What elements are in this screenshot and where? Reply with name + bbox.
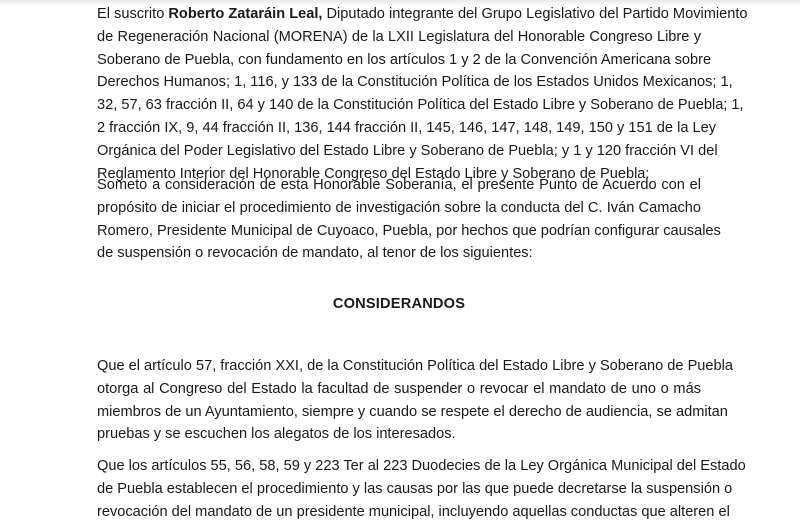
proposal-line: Romero, Presidente Municipal de Cuyoaco, Puebla, por hechos que podrían configurar causales [97, 222, 721, 239]
preamble-line: de Regeneración Nacional (MORENA) de la LXII Legislatura del Honorable Congreso Libre y [97, 28, 701, 45]
preamble-intro: El suscrito [97, 6, 169, 22]
preamble-paragraph [97, 3, 748, 185]
preamble-line: 32, 57, 63 fracción II, 64 y 140 de la Constitución Política del Estado Libre y Soberano de Puebla; 1, [97, 97, 744, 114]
considerando-line: Que el artículo 57, fracción XXI, de la Constitución Política del Estado Libre y Soberano de Puebla [97, 358, 734, 374]
preamble-line-text: Diputado integrante del Grupo Legislativo del Partido Movimiento [322, 6, 748, 22]
considerando-paragraph-2 [97, 455, 746, 523]
preamble-line: Derechos Humanos; 1, 116, y 133 de la Constitución Política de los Estados Unidos Mexicanos; 1, [97, 74, 733, 91]
section-heading: CONSIDERANDOS [332, 296, 466, 312]
proposal-line: Someto a consideración de esta Honorable Soberanía, el presente Punto de Acuerdo con el [97, 177, 701, 193]
considerando-line: revocación del mandato de un presidente municipal, incluyendo aquellas conductas que alteren el [97, 503, 730, 520]
preamble-line: Orgánica del Poder Legislativo del Estado Libre y Soberano de Puebla; y 1 y 120 fracción VI del [97, 142, 718, 159]
considerando-line: de Puebla establecen el procedimiento y las causas por las que puede decretarse la suspensión o [97, 480, 733, 497]
preamble-line: 2 fracción IX, 9, 44 fracción II, 136, 144 fracción II, 145, 146, 147, 148, 149, 150 y 151 de la Ley [97, 119, 717, 136]
proposal-line: de suspensión o revocación de mandato, al tenor de los siguientes: [97, 245, 533, 262]
preamble-line [97, 3, 748, 26]
considerando-paragraph-1 [97, 355, 734, 446]
proposal-paragraph [97, 174, 721, 265]
preamble-line: Soberano de Puebla, con fundamento en los artículos 1 y 2 de la Convención Americana sobre [97, 51, 712, 68]
preamble-line: Reglamento Interior del Honorable Congreso del Estado Libre y Soberano de Puebla: [97, 165, 650, 182]
considerando-line: miembros de un Ayuntamiento, siempre y cuando se respete el derecho de audiencia, se admitan [97, 403, 728, 420]
considerando-line: otorga al Congreso del Estado la facultad de suspender o revocar el mandato de uno o más [97, 380, 701, 397]
proposal-line: propósito de iniciar el procedimiento de investigación sobre la conducta del C. Iván Camacho [97, 199, 701, 216]
considerando-line: Que los artículos 55, 56, 58, 59 y 223 Ter al 223 Duodecies de la Ley Orgánica Municipal del Estado [97, 458, 746, 474]
considerando-line: pruebas y se escuchen los alegatos de los interesados. [97, 426, 456, 443]
author-name: Roberto Zataráin Leal, [168, 6, 323, 22]
